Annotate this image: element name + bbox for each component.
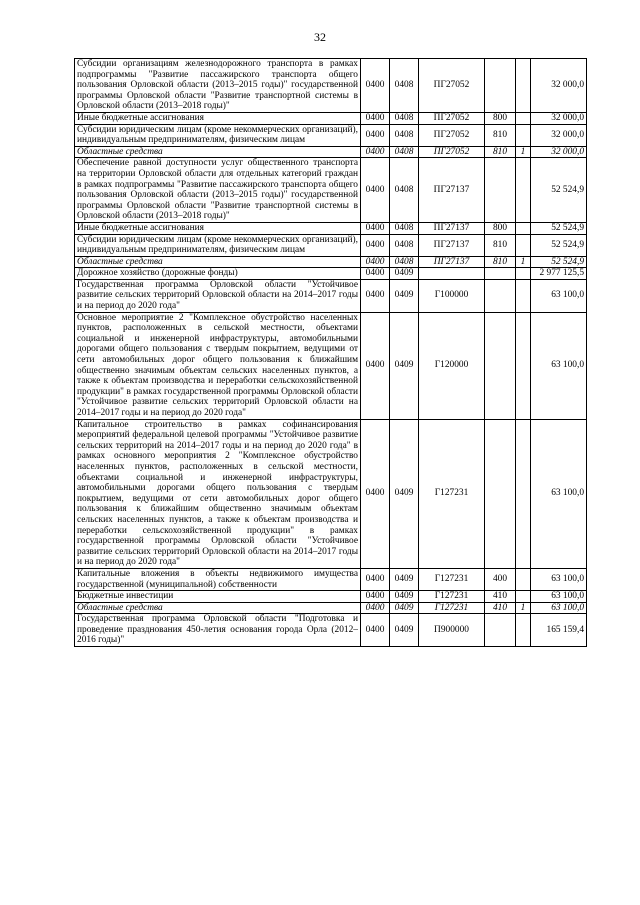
row-amount: 32 000,0	[531, 124, 587, 146]
row-name: Субсидии организациям железнодорожного транспорта в рамках подпрограммы "Развитие пассажирского транспорта общего пользования Орловской области (2013–2015 годы)" государственной программы Орловской области "Развитие транспортной системы в Орловской области (2013–2018 годы)"	[75, 59, 361, 113]
row-section-code: 0400	[361, 256, 390, 268]
table-row	[75, 256, 587, 268]
row-name: Субсидии юридическим лицам (кроме некоммерческих организаций), индивидуальным предпринимателям, физическим лицам	[75, 234, 361, 256]
row-section-code: 0400	[361, 234, 390, 256]
row-source-code: 1	[516, 256, 531, 268]
row-section-code: 0400	[361, 568, 390, 590]
row-subsection-code: 0409	[390, 602, 419, 614]
row-target-article-code: ПГ27137	[419, 256, 485, 268]
row-subsection-code: 0409	[390, 279, 419, 312]
row-expense-type-code: 800	[485, 112, 516, 124]
row-expense-type-code: 400	[485, 568, 516, 590]
row-expense-type-code: 810	[485, 124, 516, 146]
row-amount: 32 000,0	[531, 146, 587, 158]
row-target-article-code: П900000	[419, 614, 485, 647]
row-name: Субсидии юридическим лицам (кроме некоммерческих организаций), индивидуальным предпринимателям, физическим лицам	[75, 124, 361, 146]
row-amount: 165 159,4	[531, 614, 587, 647]
row-subsection-code: 0409	[390, 591, 419, 603]
row-amount: 52 524,9	[531, 256, 587, 268]
row-amount: 63 100,0	[531, 591, 587, 603]
row-amount: 2 977 125,5	[531, 268, 587, 280]
row-expense-type-code	[485, 59, 516, 113]
row-amount: 63 100,0	[531, 419, 587, 568]
row-section-code: 0400	[361, 614, 390, 647]
row-section-code: 0400	[361, 279, 390, 312]
row-amount: 52 524,9	[531, 222, 587, 234]
row-subsection-code: 0409	[390, 614, 419, 647]
row-target-article-code: Г127231	[419, 419, 485, 568]
row-name: Иные бюджетные ассигнования	[75, 112, 361, 124]
row-source-code: 1	[516, 146, 531, 158]
row-expense-type-code: 410	[485, 602, 516, 614]
row-subsection-code: 0408	[390, 124, 419, 146]
row-source-code	[516, 268, 531, 280]
row-section-code: 0400	[361, 222, 390, 234]
row-name: Государственная программа Орловской области "Устойчивое развитие сельских территорий Орловской области на 2014–2017 годы и на период до 2020 года"	[75, 279, 361, 312]
row-expense-type-code	[485, 419, 516, 568]
row-section-code: 0400	[361, 419, 390, 568]
row-source-code	[516, 112, 531, 124]
table-row	[75, 312, 587, 419]
row-name: Капитальное строительство в рамках софинансирования мероприятий федеральной целевой программы "Устойчивое развитие сельских территорий на 2014–2017 годы и на период до 2020 года" в рамках основного мероприятия 2 "Комплексное обустройство населенных пунктов, расположенных в сельской местности, объектами социальной и инженерной инфраструктуры, автомобильными дорогами общего пользования с твердым покрытием, ведущими от сети автомобильных дорог общего пользования к ближайшим общественно значимым объектам сельских населенных пунктов, а также к объектам производства и переработки сельскохозяйственной продукции" в рамках государственной программы Орловской области "Устойчивое развитие сельских территорий Орловской области на 2014–2017 годы и на период до 2020 года"	[75, 419, 361, 568]
row-expense-type-code: 810	[485, 256, 516, 268]
table-row	[75, 268, 587, 280]
row-subsection-code: 0409	[390, 568, 419, 590]
row-name: Обеспечение равной доступности услуг общественного транспорта на территории Орловской области для отдельных категорий граждан в рамках подпрограммы "Развитие пассажирского транспорта общего пользования Орловской области (2013–2015 годы)" государственной программы Орловской области "Развитие транспортной системы в Орловской области (2013–2018 годы)"	[75, 158, 361, 223]
table-row	[75, 568, 587, 590]
row-target-article-code: ПГ27052	[419, 112, 485, 124]
row-subsection-code: 0408	[390, 256, 419, 268]
row-expense-type-code: 810	[485, 234, 516, 256]
row-source-code	[516, 59, 531, 113]
row-expense-type-code: 800	[485, 222, 516, 234]
row-expense-type-code	[485, 614, 516, 647]
row-name: Государственная программа Орловской области "Подготовка и проведение празднования 450-летия основания города Орла (2012–2016 годы)"	[75, 614, 361, 647]
row-expense-type-code: 410	[485, 591, 516, 603]
table-row	[75, 614, 587, 647]
row-name: Дорожное хозяйство (дорожные фонды)	[75, 268, 361, 280]
budget-rows	[75, 59, 587, 647]
row-target-article-code: Г127231	[419, 568, 485, 590]
table-row	[75, 158, 587, 223]
row-target-article-code: Г127231	[419, 602, 485, 614]
row-subsection-code: 0409	[390, 268, 419, 280]
table-row	[75, 602, 587, 614]
row-subsection-code: 0409	[390, 419, 419, 568]
table-row	[75, 112, 587, 124]
row-name: Областные средства	[75, 256, 361, 268]
row-subsection-code: 0408	[390, 234, 419, 256]
row-source-code	[516, 234, 531, 256]
table-row	[75, 234, 587, 256]
row-source-code	[516, 124, 531, 146]
table-row	[75, 124, 587, 146]
row-section-code: 0400	[361, 158, 390, 223]
row-subsection-code: 0408	[390, 222, 419, 234]
row-subsection-code: 0408	[390, 146, 419, 158]
row-amount: 32 000,0	[531, 112, 587, 124]
row-section-code: 0400	[361, 112, 390, 124]
row-source-code	[516, 419, 531, 568]
row-target-article-code: ПГ27137	[419, 234, 485, 256]
row-subsection-code: 0408	[390, 59, 419, 113]
row-source-code	[516, 279, 531, 312]
row-amount: 52 524,9	[531, 158, 587, 223]
table-row	[75, 59, 587, 113]
row-name: Областные средства	[75, 602, 361, 614]
row-target-article-code: ПГ27052	[419, 146, 485, 158]
row-name: Областные средства	[75, 146, 361, 158]
row-subsection-code: 0409	[390, 312, 419, 419]
row-section-code: 0400	[361, 59, 390, 113]
table-row	[75, 419, 587, 568]
row-expense-type-code	[485, 158, 516, 223]
row-expense-type-code	[485, 279, 516, 312]
row-source-code	[516, 614, 531, 647]
row-amount: 63 100,0	[531, 279, 587, 312]
row-target-article-code: ПГ27052	[419, 124, 485, 146]
row-name: Бюджетные инвестиции	[75, 591, 361, 603]
row-section-code: 0400	[361, 602, 390, 614]
row-target-article-code: ПГ27137	[419, 222, 485, 234]
row-amount: 52 524,9	[531, 234, 587, 256]
row-amount: 32 000,0	[531, 59, 587, 113]
table-row	[75, 279, 587, 312]
row-target-article-code: ПГ27137	[419, 158, 485, 223]
row-amount: 63 100,0	[531, 602, 587, 614]
row-expense-type-code	[485, 268, 516, 280]
row-name: Основное мероприятие 2 "Комплексное обустройство населенных пунктов, расположенных в сельской местности, объектами социальной и инженерной инфраструктуры, автомобильными дорогами общего пользования с твердым покрытием, ведущими от сети автомобильных дорог общего пользования к ближайшим общественно значимым объектам сельских населенных пунктов, а также к объектам производства и переработки сельскохозяйственной продукции" в рамках государственной программы Орловской области "Устойчивое развитие сельских территорий Орловской области на 2014–2017 годы и на период до 2020 года"	[75, 312, 361, 419]
row-section-code: 0400	[361, 591, 390, 603]
row-subsection-code: 0408	[390, 158, 419, 223]
row-target-article-code	[419, 268, 485, 280]
row-source-code	[516, 568, 531, 590]
row-target-article-code: Г120000	[419, 312, 485, 419]
row-source-code	[516, 158, 531, 223]
page-number: 32	[314, 30, 326, 44]
row-target-article-code: Г127231	[419, 591, 485, 603]
row-source-code	[516, 312, 531, 419]
row-section-code: 0400	[361, 268, 390, 280]
row-name: Капитальные вложения в объекты недвижимого имущества государственной (муниципальной) собственности	[75, 568, 361, 590]
row-name: Иные бюджетные ассигнования	[75, 222, 361, 234]
row-section-code: 0400	[361, 312, 390, 419]
row-source-code: 1	[516, 602, 531, 614]
row-expense-type-code: 810	[485, 146, 516, 158]
row-amount: 63 100,0	[531, 312, 587, 419]
row-expense-type-code	[485, 312, 516, 419]
row-section-code: 0400	[361, 124, 390, 146]
row-amount: 63 100,0	[531, 568, 587, 590]
row-source-code	[516, 591, 531, 603]
row-section-code: 0400	[361, 146, 390, 158]
budget-table	[74, 58, 587, 647]
row-source-code	[516, 222, 531, 234]
table-row	[75, 591, 587, 603]
table-row	[75, 146, 587, 158]
row-target-article-code: ПГ27052	[419, 59, 485, 113]
row-target-article-code: Г100000	[419, 279, 485, 312]
row-subsection-code: 0408	[390, 112, 419, 124]
table-row	[75, 222, 587, 234]
